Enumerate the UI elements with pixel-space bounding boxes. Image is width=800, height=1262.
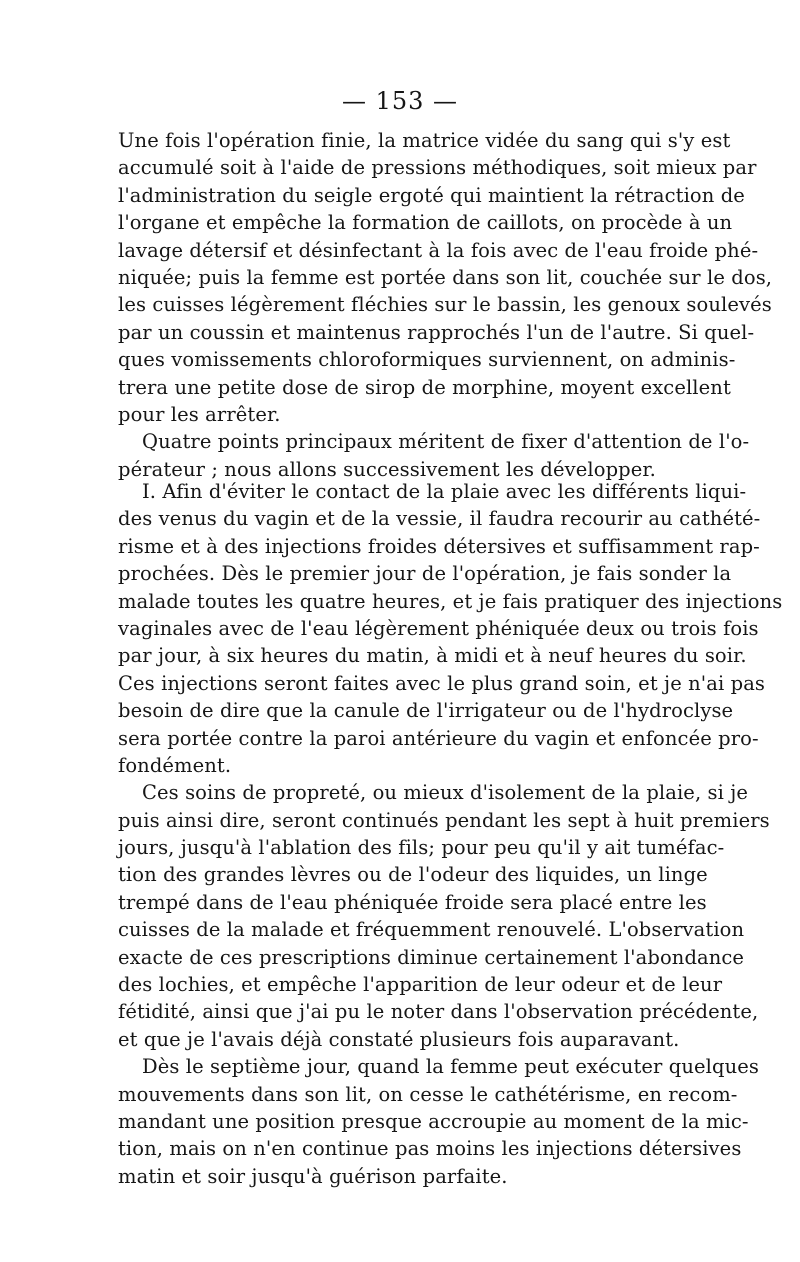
text-line: Ces soins de propreté, ou mieux d'isolement de la plaie, si je [142,781,749,805]
text-line: sera portée contre la paroi antérieure du vagin et enfoncée pro- [118,726,759,750]
text-line: Quatre points principaux méritent de fixer d'attention de l'o- [142,430,750,454]
text-line: jours, jusqu'à l'ablation des fils; pour peu qu'il y ait tuméfac- [118,836,725,860]
text-line: lavage détersif et désinfectant à la fois avec de l'eau froide phé- [118,238,759,262]
text-line: fondément. [118,753,232,777]
text-line: des venus du vagin et de la vessie, il faudra recourir au cathété- [118,507,761,531]
text-line: tion, mais on n'en continue pas moins les injections détersives [118,1137,742,1161]
text-line: l'administration du seigle ergoté qui maintient la rétraction de [118,183,745,207]
text-line: puis ainsi dire, seront continués pendant les sept à huit premiers [118,808,770,832]
text-line: Ces injections seront faites avec le plus grand soin, et je n'ai pas [118,671,766,695]
text-line: mandant une position presque accroupie au moment de la mic- [118,1109,749,1133]
paragraph-4 [118,779,770,1053]
text-line: fétidité, ainsi que j'ai pu le noter dans l'observation précédente, [118,1000,759,1024]
text-line: malade toutes les quatre heures, et je fais pratiquer des injections [118,589,783,613]
text-line: vaginales avec de l'eau légèrement phéniquée deux ou trois fois [118,616,759,640]
paragraph-2 [118,428,750,483]
text-line: pérateur ; nous allons successivement les développer. [118,457,656,481]
page-number: — 153 — [341,87,459,115]
text-line: risme et à des injections froides détersives et suffisamment rap- [118,534,760,558]
text-line: pour les arrêter. [118,402,281,426]
text-line: par jour, à six heures du matin, à midi et à neuf heures du soir. [118,644,747,668]
text-line: cuisses de la malade et fréquemment renouvelé. L'observation [118,918,745,942]
text-line: trempé dans de l'eau phéniquée froide sera placé entre les [118,890,707,914]
text-line: et que je l'avais déjà constaté plusieurs fois auparavant. [118,1027,680,1051]
text-line: des lochies, et empêche l'apparition de leur odeur et de leur [118,973,723,997]
text-line: besoin de dire que la canule de l'irrigateur ou de l'hydroclyse [118,699,734,723]
text-line: exacte de ces prescriptions diminue certainement l'abondance [118,945,745,969]
paragraph-1 [118,127,773,428]
text-line: tion des grandes lèvres ou de l'odeur des liquides, un linge [118,863,708,887]
text-line: par un coussin et maintenus rapprochés l'un de l'autre. Si quel- [118,320,755,344]
text-line: ques vomissements chloroformiques surviennent, on adminis- [118,348,736,372]
text-line: matin et soir jusqu'à guérison parfaite. [118,1164,508,1188]
text-line: mouvements dans son lit, on cesse le cathétérisme, en recom- [118,1082,738,1106]
text-block-lower [118,478,783,1190]
text-block-upper [118,127,773,483]
text-line: I. Afin d'éviter le contact de la plaie avec les différents liqui- [142,480,747,503]
text-line: les cuisses légèrement fléchies sur le bassin, les genoux soulevés [118,293,772,317]
text-line: Une fois l'opération finie, la matrice vidée du sang qui s'y est [118,129,731,152]
text-line: prochées. Dès le premier jour de l'opération, je fais sonder la [118,562,732,586]
paragraph-3 [118,478,783,779]
text-line: l'organe et empêche la formation de caillots, on procède à un [118,211,733,235]
paragraph-5 [118,1053,759,1190]
text-line: trera une petite dose de sirop de morphine, moyent excellent [118,375,731,399]
text-line: accumulé soit à l'aide de pressions méthodiques, soit mieux par [118,156,757,180]
text-line: Dès le septième jour, quand la femme peut exécuter quelques [142,1055,759,1079]
text-line: niquée; puis la femme est portée dans son lit, couchée sur le dos, [118,265,773,289]
